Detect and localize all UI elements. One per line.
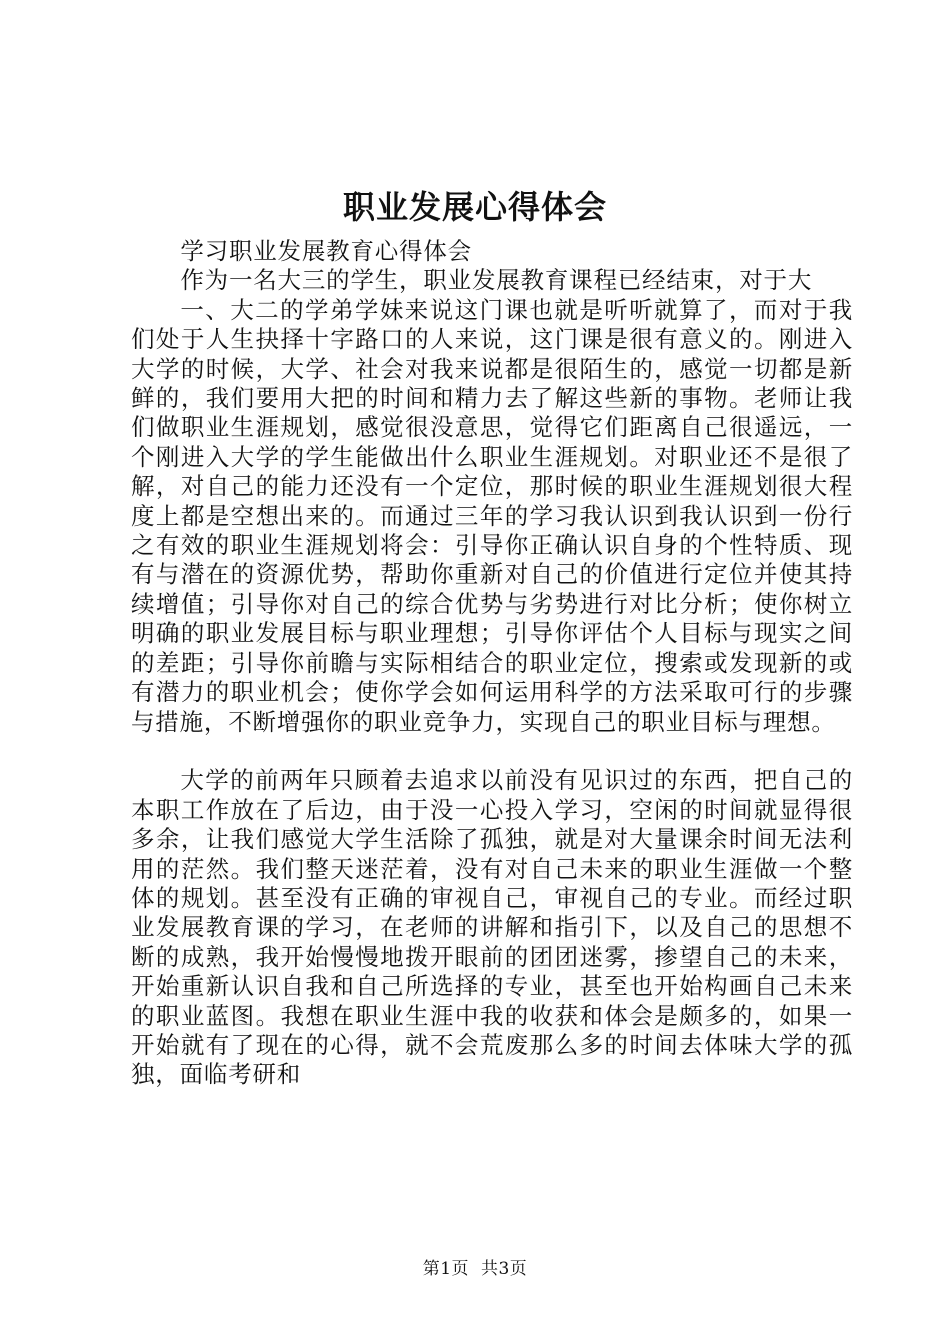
body-paragraph-2: 大学的前两年只顾着去追求以前没有见识过的东西，把自己的本职工作放在了后边，由于没一心投入学习，空闲的时间就显得很多余，让我们感觉大学生活除了孤独，就是对大量课余时间无法利用的茫然。我们整天迷茫着，没有对自己未来的职业生涯做一个整体的规划。甚至没有正确的审视自己，审视自己的专业。而经过职业发展教育课的学习，在老师的讲解和指引下，以及自己的思想不断的成熟，我开始慢慢地拨开眼前的团团迷雾，掺望自己的未来，开始重新认识自我和自己所选择的专业，甚至也开始构画自己未来的职业蓝图。我想在职业生涯中我的收获和体会是颇多的，如果一开始就有了现在的心得，就不会荒废那么多的时间去体味大学的孤独，面临考研和 — [131, 766, 853, 1089]
page-footer — [0, 1258, 950, 1280]
page-number: 第1页 — [422, 1259, 470, 1279]
page-total: 共3页 — [480, 1259, 528, 1279]
body-paragraph-1: 一、大二的学弟学妹来说这门课也就是听听就算了，而对于我们处于人生抉择十字路口的人来说，这门课是很有意义的。刚进入大学的时候，大学、社会对我来说都是很陌生的，感觉一切都是新鲜的，我们要用大把的时间和精力去了解这些新的事物。老师让我们做职业生涯规划，感觉很没意思，觉得它们距离自己很遥远，一个刚进入大学的学生能做出什么职业生涯规划。对职业还不是很了解，对自己的能力还没有一个定位，那时候的职业生涯规划很大程度上都是空想出来的。而通过三年的学习我认识到我认识到一份行之有效的职业生涯规划将会：引导你正确认识自身的个性特质、现有与潜在的资源优势，帮助你重新对自己的价值进行定位并使其持续增值；引导你对自己的综合优势与劣势进行对比分析；使你树立明确的职业发展目标与职业理想；引导你评估个人目标与现实之间的差距；引导你前瞻与实际相结合的职业定位，搜索或发现新的或有潜力的职业机会；使你学会如何运用科学的方法采取可行的步骤与措施，不断增强你的职业竞争力，实现自己的职业目标与理想。 — [131, 295, 853, 736]
document-title: 职业发展心得体会 — [342, 188, 607, 226]
document-body — [131, 237, 853, 1090]
intro-paragraph: 作为一名大三的学生，职业发展教育课程已经结束，对于大 — [180, 266, 813, 295]
subtitle-paragraph: 学习职业发展教育心得体会 — [180, 237, 472, 265]
